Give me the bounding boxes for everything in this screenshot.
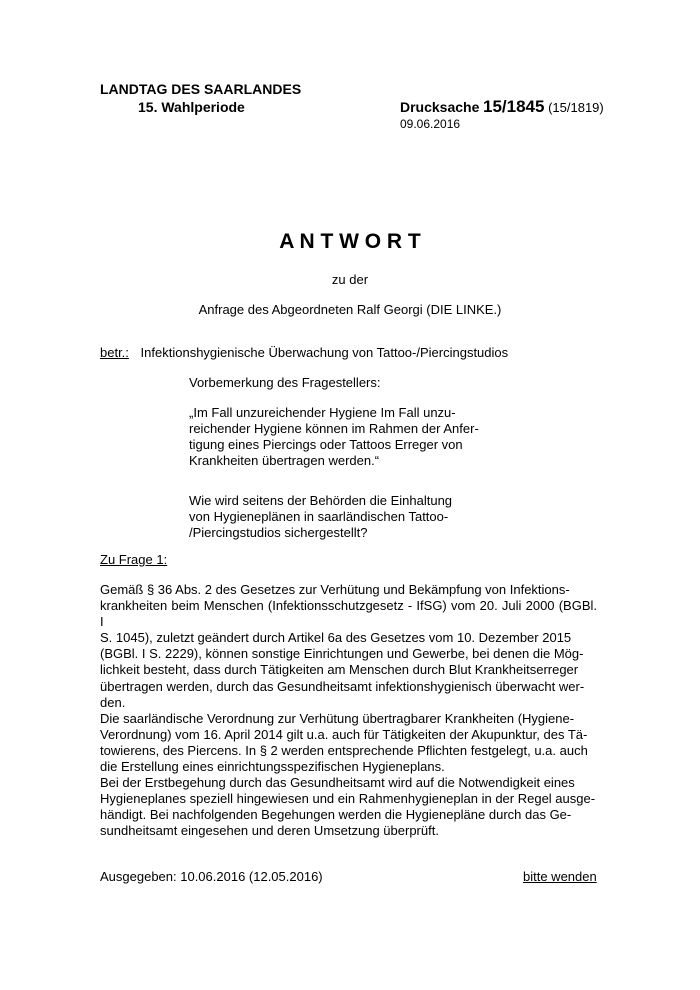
answer-line: Bei der Erstbegehung durch das Gesundheitsamt wird auf die Notwendigkeit eines <box>100 775 575 791</box>
subject-text: Infektionshygienische Überwachung von Tattoo-/Piercingstudios <box>140 345 509 360</box>
subject-label: betr.: <box>100 345 129 360</box>
drucksache-label: Drucksache <box>400 99 480 115</box>
title-zu-der: zu der <box>331 272 369 287</box>
answer-heading: Zu Frage 1: <box>100 552 168 567</box>
subject-line <box>100 345 508 360</box>
quote-line: reichender Hygiene können im Rahmen der Anfer- <box>189 421 479 436</box>
answer-line: lichkeit besteht, dass durch Tätigkeiten am Menschen durch Blut Krankheitserreger <box>100 662 579 678</box>
answer-line: Gemäß § 36 Abs. 2 des Gesetzes zur Verhütung und Bekämpfung von Infektions- <box>100 582 570 597</box>
document-date: 09.06.2016 <box>400 117 461 131</box>
page-title: A N T W O R T <box>279 230 421 253</box>
answer-line: (BGBl. I S. 2229), können sonstige Einrichtungen und Gewerbe, bei denen die Mög- <box>100 646 584 662</box>
answer-line: towierens, des Piercens. In § 2 werden entsprechende Pflichten festgelegt, u.a. auch <box>100 742 588 758</box>
preliminary-heading: Vorbemerkung des Fragestellers: <box>189 375 381 390</box>
answer-line: sundheitsamt eingesehen und deren Umsetzung überprüft. <box>100 823 439 839</box>
election-period: 15. Wahlperiode <box>138 99 245 115</box>
preliminary-quote <box>189 405 501 469</box>
answer-line: die Erstellung eines einrichtungsspezifischen Hygieneplans. <box>100 759 445 775</box>
drucksache <box>400 97 604 117</box>
answer-line: krankheiten beim Menschen (Infektionsschutzgesetz - IfSG) vom 20. Juli 2000 (BGBl. I <box>100 598 597 630</box>
drucksache-reference: (15/1819) <box>548 100 604 115</box>
drucksache-number: 15/1845 <box>483 97 545 116</box>
answer-line: Die saarländische Verordnung zur Verhütung übertragbarer Krankheiten (Hygiene- <box>100 710 575 726</box>
quote-line: „Im Fall unzureichender Hygiene Im Fall unzu- <box>189 405 456 420</box>
answer-line: Verordnung) vom 16. April 2014 gilt u.a. auch für Tätigkeiten der Akupunktur, des Tä- <box>100 726 588 742</box>
answer-body <box>100 582 597 840</box>
parliament-name: LANDTAG DES SAARLANDES <box>100 81 302 97</box>
question-line: Wie wird seitens der Behörden die Einhaltung <box>189 493 453 508</box>
issued-date: Ausgegeben: 10.06.2016 (12.05.2016) <box>100 869 323 884</box>
quote-line: tigung eines Piercings oder Tattoos Erreger von <box>189 437 463 452</box>
quote-line: Krankheiten übertragen werden.“ <box>189 453 380 468</box>
question-line: von Hygieneplänen in saarländischen Tattoo- <box>189 509 449 524</box>
answer-line: S. 1045), zuletzt geändert durch Artikel 6a des Gesetzes vom 10. Dezember 2015 <box>100 630 572 646</box>
question-line: /Piercingstudios sichergestellt? <box>189 525 368 540</box>
inquiry-line: Anfrage des Abgeordneten Ralf Georgi (DIE LINKE.) <box>198 302 502 317</box>
answer-line: den. <box>100 694 126 710</box>
question-text <box>189 493 501 541</box>
turn-page-link[interactable]: bitte wenden <box>523 869 597 884</box>
answer-line: händigt. Bei nachfolgenden Begehungen werden die Hygienepläne durch das Ge- <box>100 807 572 823</box>
answer-line: Hygieneplanes speziell hingewiesen und ein Rahmenhygieneplan in der Regel ausge- <box>100 791 596 807</box>
answer-line: übertragen werden, durch das Gesundheitsamt infektionshygienisch überwacht wer- <box>100 678 585 694</box>
